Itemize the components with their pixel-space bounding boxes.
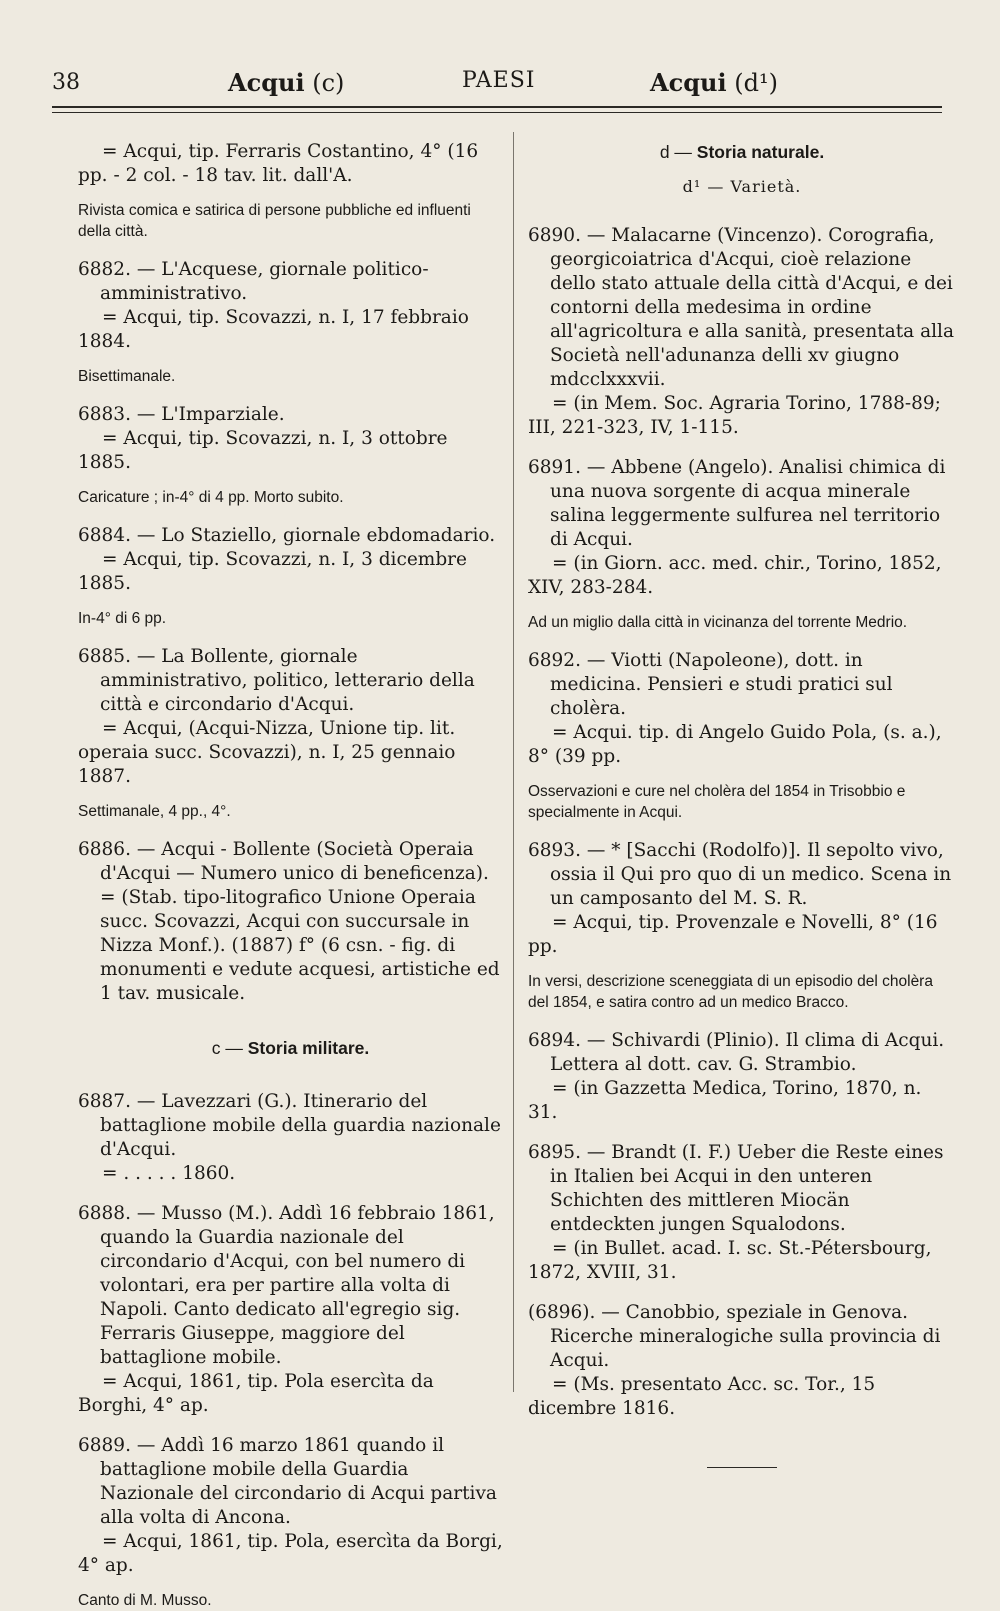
entry: (6896). — Canobbio, speziale in Genova. Ricerche mineralogiche sulla provincia di Acqui. <box>528 1302 941 1371</box>
entry-imprint: = Acqui, tip. Provenzale e Novelli, 8° (16 pp. <box>528 912 938 957</box>
entry-imprint: = Acqui, tip. Ferraris Costantino, 4° (16 pp. - 2 col. - 18 tav. lit. dall'A. <box>78 141 479 186</box>
entry-imprint: = Acqui. tip. di Angelo Guido Pola, (s. a.), 8° (39 pp. <box>528 722 942 767</box>
entry: 6883. — L'Imparziale. <box>78 404 285 425</box>
note: Settimanale, 4 pp., 4°. <box>78 803 231 820</box>
entry-imprint: = Acqui, 1861, tip. Pola esercìta da Borghi, 4° ap. <box>78 1371 434 1416</box>
entry-imprint: = Acqui, tip. Scovazzi, n. I, 3 dicembre 1885. <box>78 549 467 594</box>
entry: 6893. — * [Sacchi (Rodolfo)]. Il sepolto vivo, ossia il Qui pro quo di un medico. Scena in un camposanto del M. S. R. <box>528 840 952 909</box>
entry: 6884. — Lo Staziello, giornale ebdomadario. <box>78 525 496 546</box>
header-rule-thin <box>52 112 942 113</box>
entry-imprint: = (in Mem. Soc. Agraria Torino, 1788-89; III, 221-323, IV, 1-115. <box>528 393 941 438</box>
entry-imprint: = (in Gazzetta Medica, Torino, 1870, n. 31. <box>528 1078 922 1123</box>
header-rule <box>52 106 942 108</box>
note: In versi, descrizione sceneggiata di un episodio del cholèra del 1854, e satira contro ad un medico Bracco. <box>528 973 933 1011</box>
header-left-title: Acqui <box>228 68 305 97</box>
entry-imprint: = Acqui, tip. Scovazzi, n. I, 3 ottobre 1885. <box>78 428 448 473</box>
subsection-heading: d¹ — Varietà. <box>682 177 802 196</box>
entry-imprint: = (Ms. presentato Acc. sc. Tor., 15 dicembre 1816. <box>528 1374 876 1419</box>
entry-imprint: = (in Giorn. acc. med. chir., Torino, 1852, XIV, 283-284. <box>528 553 942 598</box>
header-left <box>228 68 344 97</box>
note: In-4° di 6 pp. <box>78 610 167 627</box>
note: Caricature ; in-4° di 4 pp. Morto subito. <box>78 489 344 506</box>
entry: 6886. — Acqui - Bollente (Società Operaia d'Acqui — Numero unico di beneficenza). = (Stab. tipo-litografico Unione Operaia succ. Scovazzi, Acqui con succursale in Nizza Monf.). (1887) f° (6 csn. - fig. di monumenti e vedute acquesi, artistiche ed 1 tav. musicale. <box>78 839 500 1004</box>
note: Bisettimanale. <box>78 368 176 385</box>
header-left-sub: (c) <box>312 69 345 97</box>
entry-imprint: = Acqui, 1861, tip. Pola, esercìta da Borgi, 4° ap. <box>78 1531 503 1576</box>
right-column <box>528 140 956 1468</box>
entry: 6889. — Addì 16 marzo 1861 quando il battaglione mobile della Guardia Nazionale del circondario di Acqui partiva alla volta di Ancona. <box>78 1435 497 1528</box>
section-title: Storia naturale. <box>696 142 825 162</box>
entry: 6887. — Lavezzari (G.). Itinerario del battaglione mobile della guardia nazionale d'Acqui. <box>78 1091 501 1160</box>
page-number: 38 <box>52 70 80 95</box>
section-letter: d — <box>659 142 697 162</box>
section-heading <box>528 140 956 164</box>
left-column <box>78 140 503 1611</box>
entry: 6882. — L'Acquese, giornale politico-amministrativo. <box>78 259 429 304</box>
header-right <box>650 68 778 97</box>
entry-imprint: = Acqui, (Acqui-Nizza, Unione tip. lit. operaia succ. Scovazzi), n. I, 25 gennaio 1887. <box>78 718 456 787</box>
entry-imprint: = (in Bullet. acad. I. sc. St.-Pétersbourg, 1872, XVIII, 31. <box>528 1238 932 1283</box>
entry: 6885. — La Bollente, giornale amministrativo, politico, letterario della città e circondario d'Acqui. <box>78 646 475 715</box>
section-heading <box>78 1036 503 1060</box>
entry: 6892. — Viotti (Napoleone), dott. in medicina. Pensieri e studi pratici sul cholèra. <box>528 650 893 719</box>
section-letter: c — <box>211 1038 248 1058</box>
entry: 6895. — Brandt (I. F.) Ueber die Reste eines in Italien bei Acqui in den unteren Schichten des mittleren Miocän entdeckten jungen Squalodons. <box>528 1142 944 1235</box>
header-center: PAESI <box>462 68 536 93</box>
note: Canto di M. Musso. <box>78 1592 212 1609</box>
end-rule <box>707 1467 777 1468</box>
note: Rivista comica e satirica di persone pubbliche ed influenti della città. <box>78 202 471 240</box>
header-right-title: Acqui <box>650 68 727 97</box>
column-divider <box>513 132 514 1392</box>
header-right-sub: (d¹) <box>734 69 778 97</box>
entry-imprint: = Acqui, tip. Scovazzi, n. I, 17 febbraio 1884. <box>78 307 469 352</box>
section-title: Storia militare. <box>247 1038 370 1058</box>
note: Ad un miglio dalla città in vicinanza del torrente Medrio. <box>528 614 908 631</box>
entry: 6890. — Malacarne (Vincenzo). Corografia, georgicoiatrica d'Acqui, cioè relazione dello stato attuale della città d'Acqui, e dei contorni della medesima in ordine all'agricoltura e alla sanità, presentata alla Società nell'adunanza delli xv giugno mdcclxxxvii. <box>528 225 954 390</box>
entry: 6894. — Schivardi (Plinio). Il clima di Acqui. Lettera al dott. cav. G. Strambio. <box>528 1030 945 1075</box>
entry-imprint: = . . . . . 1860. <box>102 1163 236 1184</box>
entry: 6888. — Musso (M.). Addì 16 febbraio 1861, quando la Guardia nazionale del circondario d'Acqui, con bel numero di volontari, era per partire alla volta di Napoli. Canto dedicato all'egregio sig. Ferraris Giuseppe, maggiore del battaglione mobile. <box>78 1203 495 1368</box>
note: Osservazioni e cure nel cholèra del 1854 in Trisobbio e specialmente in Acqui. <box>528 783 906 821</box>
entry: 6891. — Abbene (Angelo). Analisi chimica di una nuova sorgente di acqua minerale salina leggermente sulfurea nel territorio di Acqui. <box>528 457 946 550</box>
